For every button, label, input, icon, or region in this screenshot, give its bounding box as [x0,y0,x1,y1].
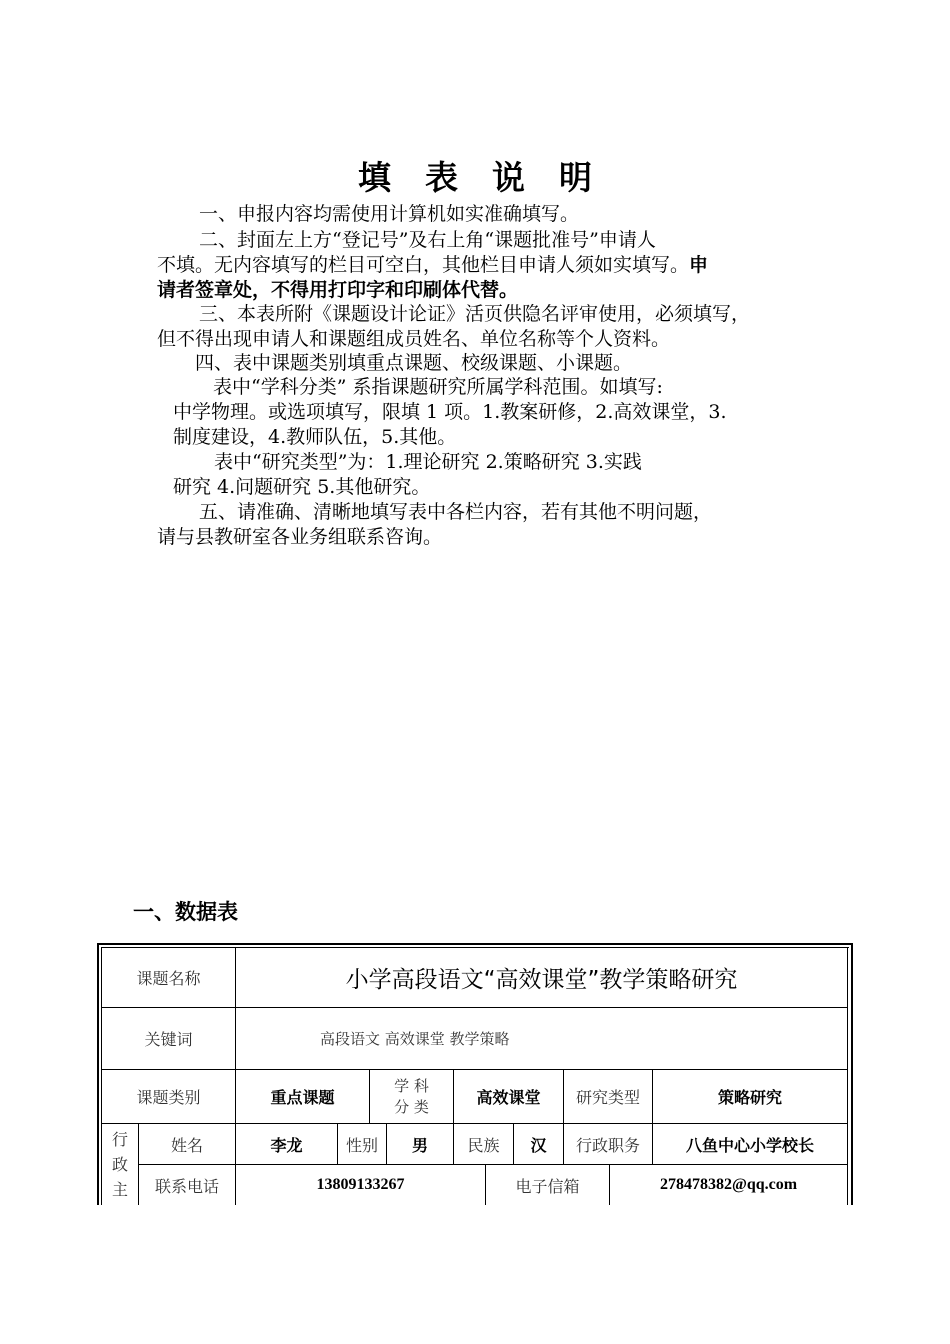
instruction-type-line-1: 表中“研究类型”为：1.理论研究 2.策略研究 3.实践 [214,451,642,473]
instruction-item-2-bold-start: 申 [689,254,709,276]
instruction-item-2-text: 不填。无内容填写的栏目可空白，其他栏目申请人须如实填写。 [157,254,690,276]
instruction-subject-line-1: 表中“学科分类” 系指课题研究所属学科范围。如填写: [213,376,663,398]
instruction-item-4: 四、表中课题类别填重点课题、校级课题、小课题。 [195,352,633,374]
instruction-item-2-bold-note: 请者签章处，不得用打印字和印刷体代替。 [157,279,519,301]
keywords-label: 关键词 [144,1030,193,1049]
section-heading: 一、数据表 [133,900,238,924]
ethnicity-label: 民族 [467,1135,500,1155]
phone-value[interactable]: 13809133267 [316,1176,405,1193]
subject-label [370,1070,453,1123]
admin-side-label-2: 政 [111,1155,128,1174]
subject-label-line-2: 分 类 [394,1097,429,1116]
gender-label: 性别 [345,1135,378,1155]
subject-value[interactable]: 高效课堂 [476,1088,541,1107]
topic-name-value[interactable]: 小学高段语文“高效课堂”教学策略研究 [345,967,738,993]
instruction-item-3-line-1: 三、本表所附《课题设计论证》活页供隐名评审使用，必须填写， [199,303,751,325]
instruction-type-line-2: 研究 4.问题研究 5.其他研究。 [173,476,431,498]
instruction-item-2-line-1: 二、封面左上方“登记号”及右上角“课题批准号”申请人 [199,229,656,251]
instruction-subject-line-3: 制度建设，4.教师队伍，5.其他。 [173,426,457,448]
position-label: 行政职务 [575,1135,640,1155]
ethnicity-value[interactable]: 汉 [530,1135,547,1155]
research-type-value[interactable]: 策略研究 [717,1088,782,1107]
name-value[interactable]: 李龙 [270,1135,303,1155]
email-label: 电子信箱 [515,1176,580,1196]
instruction-subject-line-2: 中学物理。或选项填写，限填 1 项。1.教案研修，2.高效课堂，3. [173,401,727,423]
instruction-item-3-line-2: 但不得出现申请人和课题组成员姓名、单位名称等个人资料。 [157,328,671,350]
category-label: 课题类别 [136,1088,201,1107]
instruction-item-2-line-2 [157,253,793,279]
admin-side-label [102,1124,138,1205]
admin-side-label-3: 主 [111,1180,128,1199]
category-value[interactable]: 重点课题 [270,1088,335,1107]
admin-side-label-1: 行 [111,1130,128,1149]
gender-value[interactable]: 男 [411,1135,428,1155]
email-value[interactable]: 278478382@qq.com [659,1176,798,1193]
position-value[interactable]: 八鱼中心小学校长 [685,1135,814,1155]
instructions-title: 填表说明 [358,158,626,197]
name-label: 姓名 [170,1135,203,1155]
phone-label: 联系电话 [154,1176,219,1196]
instruction-item-5-line-1: 五、请准确、清晰地填写表中各栏内容，若有其他不明问题， [199,501,713,523]
research-type-label: 研究类型 [575,1088,640,1107]
subject-label-line-1: 学 科 [394,1076,429,1095]
data-table [97,943,853,1205]
topic-name-label: 课题名称 [136,969,201,988]
instruction-item-1: 一、申报内容均需使用计算机如实准确填写。 [199,203,580,225]
keywords-value[interactable]: 高段语文 高效课堂 教学策略 [320,1030,510,1048]
instruction-item-5-line-2: 请与县教研室各业务组联系咨询。 [157,526,443,548]
